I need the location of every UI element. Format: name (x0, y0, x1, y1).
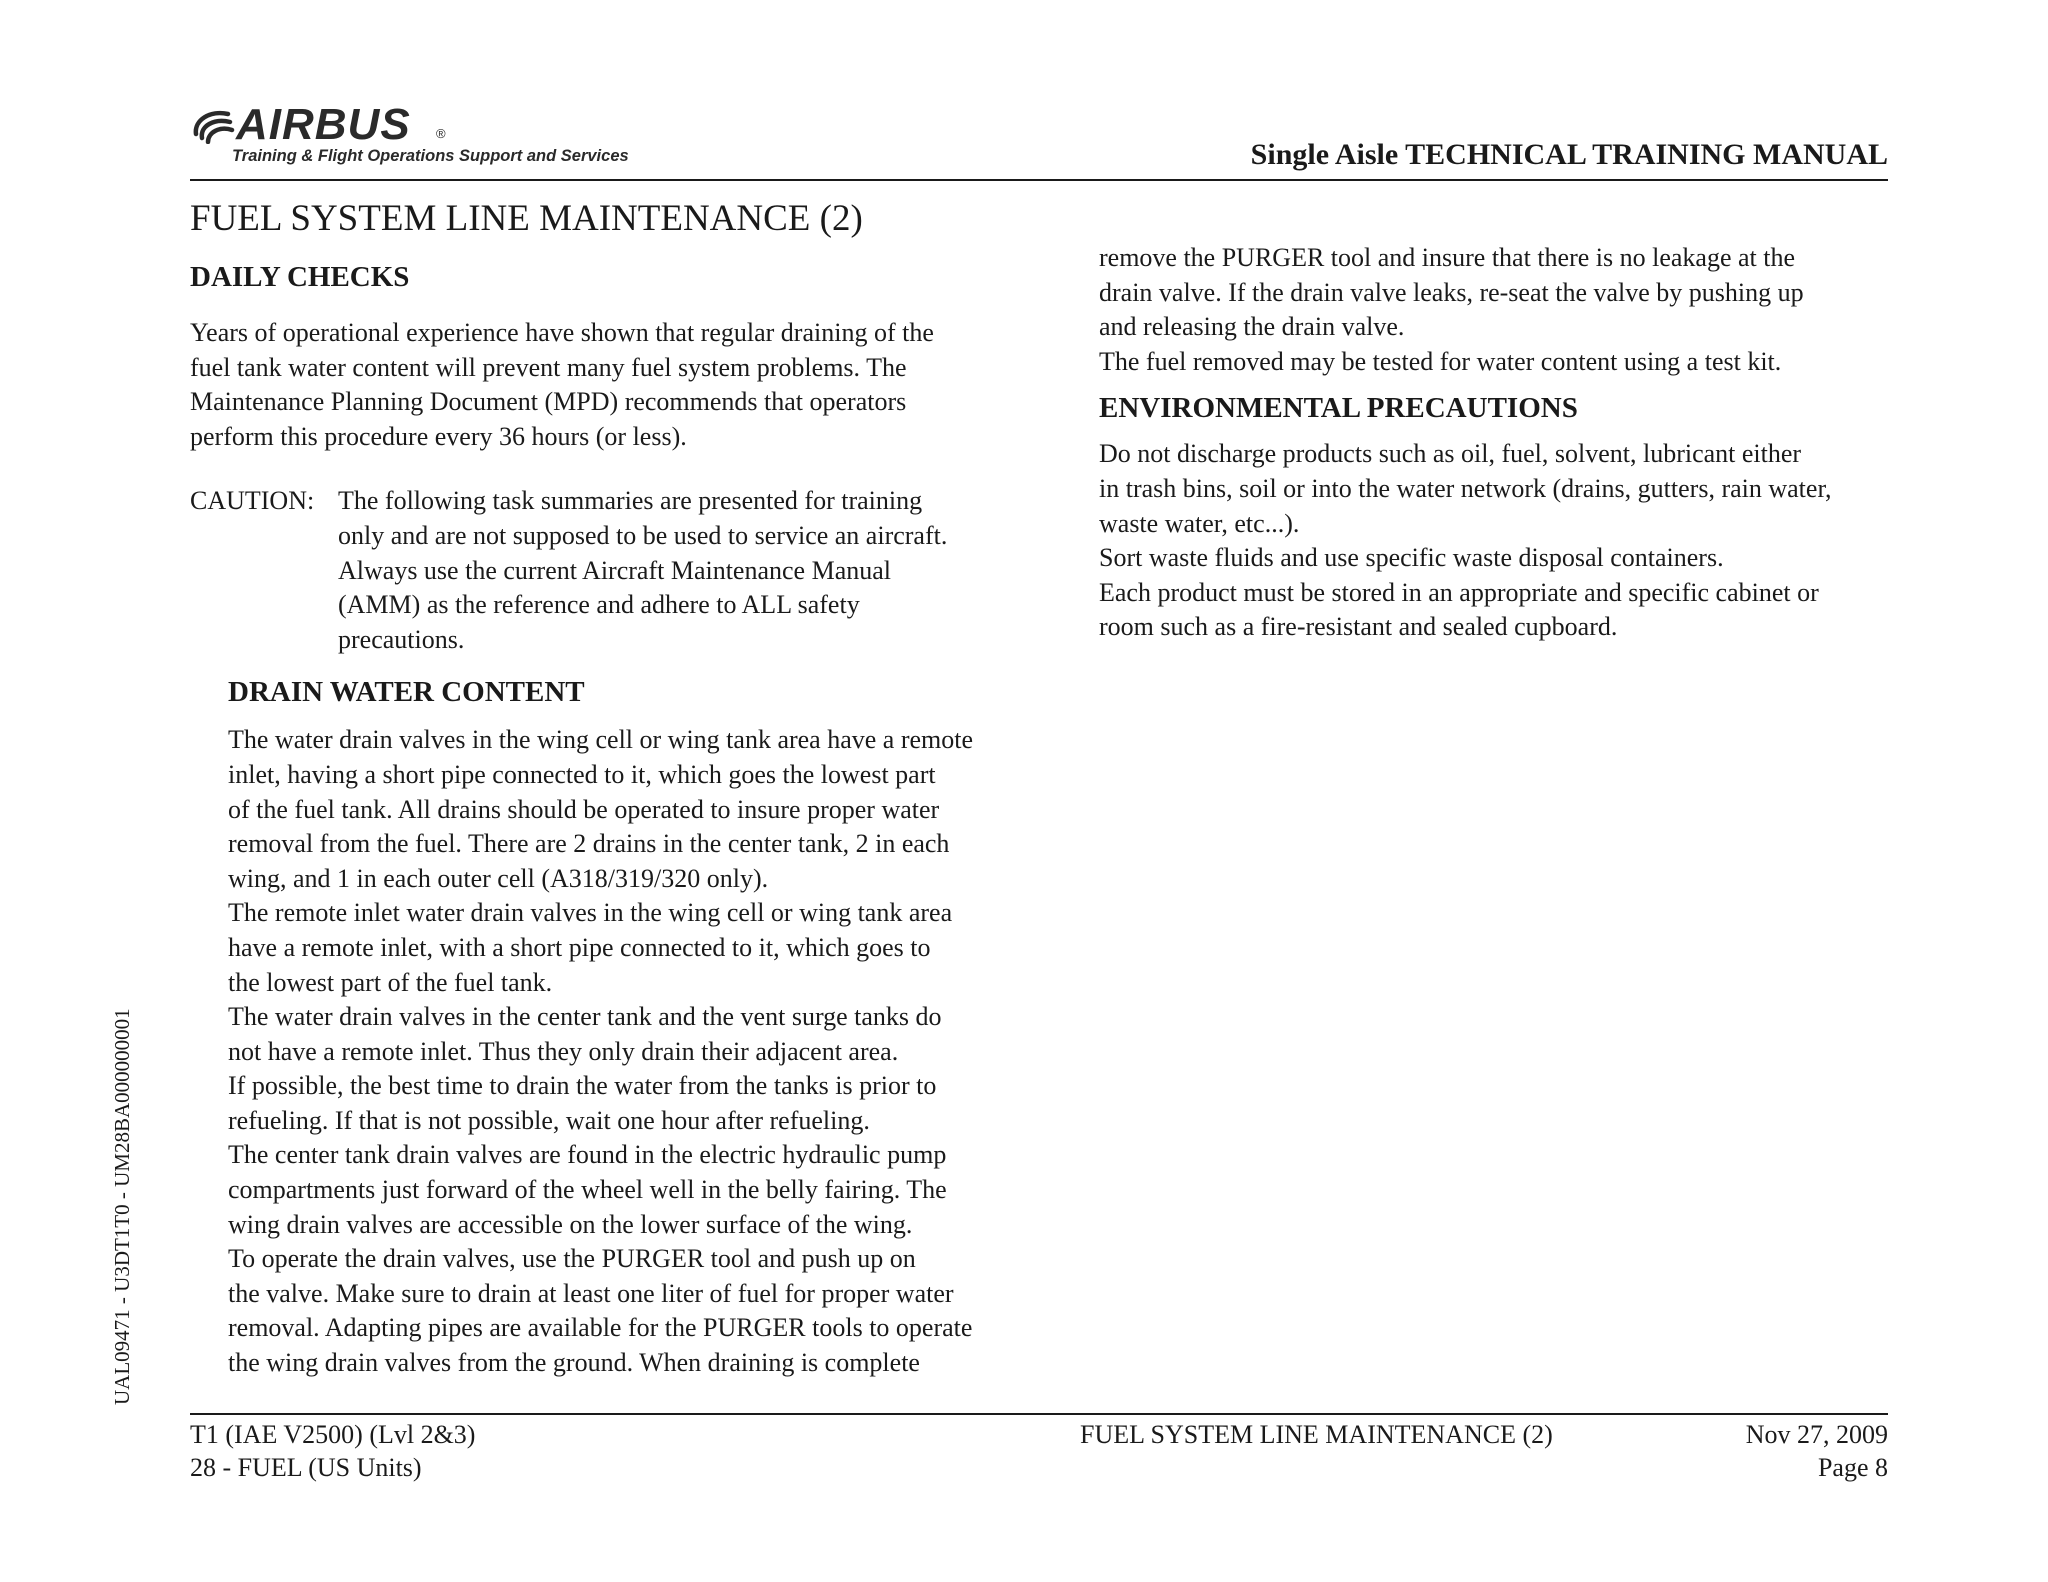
text-line: perform this procedure every 36 hours (or less). (190, 421, 687, 451)
text-line: removal. Adapting pipes are available for the PURGER tools to operate (228, 1313, 973, 1343)
logo-tagline: Training & Flight Operations Support and Services (232, 147, 629, 165)
text-line: wing, and 1 in each outer cell (A318/319/320 only). (228, 863, 769, 893)
drain-continuation (1099, 241, 1899, 379)
text-line: refueling. If that is not possible, wait one hour after refueling. (228, 1105, 870, 1135)
text-line: compartments just forward of the wheel well in the belly fairing. The (228, 1175, 947, 1205)
text-line: To operate the drain valves, use the PURGER tool and push up on (228, 1244, 916, 1274)
text-line: and releasing the drain valve. (1099, 312, 1405, 342)
drain-water-section (190, 675, 1016, 1380)
text-line: The fuel removed may be tested for water content using a test kit. (1099, 346, 1782, 376)
airbus-logo (190, 100, 670, 170)
caution-line: (AMM) as the reference and adhere to ALL safety (338, 590, 860, 620)
registered-mark: ® (436, 126, 446, 141)
text-line: If possible, the best time to drain the water from the tanks is prior to (228, 1071, 937, 1101)
footer-date: Nov 27, 2009 (1745, 1420, 1888, 1449)
text-line: have a remote inlet, with a short pipe connected to it, which goes to (228, 932, 931, 962)
environmental-heading: ENVIRONMENTAL PRECAUTIONS (1099, 392, 1578, 425)
text-line: The center tank drain valves are found in the electric hydraulic pump (228, 1140, 947, 1170)
caution-line: Always use the current Aircraft Maintenance Manual (338, 555, 892, 585)
text-line: not have a remote inlet. Thus they only drain their adjacent area. (228, 1036, 899, 1066)
daily-checks-heading: DAILY CHECKS (190, 261, 410, 293)
text-line: in trash bins, soil or into the water network (drains, gutters, rain water, (1099, 473, 1832, 503)
daily-checks-intro (190, 316, 1016, 454)
environmental-text (1099, 437, 1899, 645)
text-line: waste water, etc...). (1099, 508, 1300, 538)
caution-note (190, 484, 1016, 657)
text-line: the wing drain valves from the ground. When draining is complete (228, 1348, 920, 1378)
text-line: Each product must be stored in an appropriate and specific cabinet or (1099, 577, 1819, 607)
manual-title: Single Aisle TECHNICAL TRAINING MANUAL (1250, 138, 1888, 171)
text-line: removal from the fuel. There are 2 drains in the center tank, 2 in each (228, 829, 950, 859)
text-line: drain valve. If the drain valve leaks, re-seat the valve by pushing up (1099, 277, 1804, 307)
caution-line: The following task summaries are presented for training (338, 486, 923, 516)
footer-course: T1 (IAE V2500) (Lvl 2&3) (190, 1420, 476, 1449)
text-line: Sort waste fluids and use specific waste disposal containers. (1099, 543, 1724, 573)
page-title: FUEL SYSTEM LINE MAINTENANCE (2) (190, 198, 863, 239)
text-line: Years of operational experience have shown that regular draining of the (190, 318, 934, 347)
footer-page-number: Page 8 (1817, 1453, 1888, 1482)
text-line: The water drain valves in the center tank and the vent surge tanks do (228, 1002, 942, 1032)
airbus-swirl-icon (190, 104, 236, 144)
caution-line: only and are not supposed to be used to service an aircraft. (338, 520, 948, 550)
footer-left (190, 1418, 475, 1484)
text-line: Maintenance Planning Document (MPD) recommends that operators (190, 387, 907, 417)
text-line: of the fuel tank. All drains should be operated to insure proper water (228, 794, 940, 824)
text-line: The remote inlet water drain valves in the wing cell or wing tank area (228, 898, 953, 928)
text-line: The water drain valves in the wing cell or wing tank area have a remote (228, 725, 974, 755)
header-rule (190, 179, 1888, 181)
text-line: room such as a fire-resistant and sealed cupboard. (1099, 612, 1618, 642)
footer-rule (190, 1413, 1888, 1415)
text-line: fuel tank water content will prevent many fuel system problems. The (190, 352, 907, 382)
right-column (1099, 241, 1899, 645)
caution-line: precautions. (338, 624, 465, 654)
left-column (190, 196, 1016, 1381)
document-id: UAL09471 - U3DT1T0 - UM28BA000000001 (110, 1008, 134, 1405)
drain-water-heading: DRAIN WATER CONTENT (228, 676, 585, 709)
footer-chapter: 28 - FUEL (US Units) (190, 1453, 422, 1482)
footer-section-title: FUEL SYSTEM LINE MAINTENANCE (2) (1080, 1420, 1553, 1449)
logo-wordmark: AIRBUS (236, 100, 411, 149)
text-line: Do not discharge products such as oil, fuel, solvent, lubricant either (1099, 439, 1802, 469)
text-line: the valve. Make sure to drain at least one liter of fuel for proper water (228, 1278, 954, 1308)
text-line: the lowest part of the fuel tank. (228, 967, 553, 997)
text-line: remove the PURGER tool and insure that there is no leakage at the (1099, 243, 1796, 272)
text-line: inlet, having a short pipe connected to it, which goes the lowest part (228, 759, 936, 789)
footer-right (1746, 1418, 1888, 1484)
text-line: wing drain valves are accessible on the lower surface of the wing. (228, 1209, 913, 1239)
caution-label: CAUTION: (190, 486, 315, 516)
